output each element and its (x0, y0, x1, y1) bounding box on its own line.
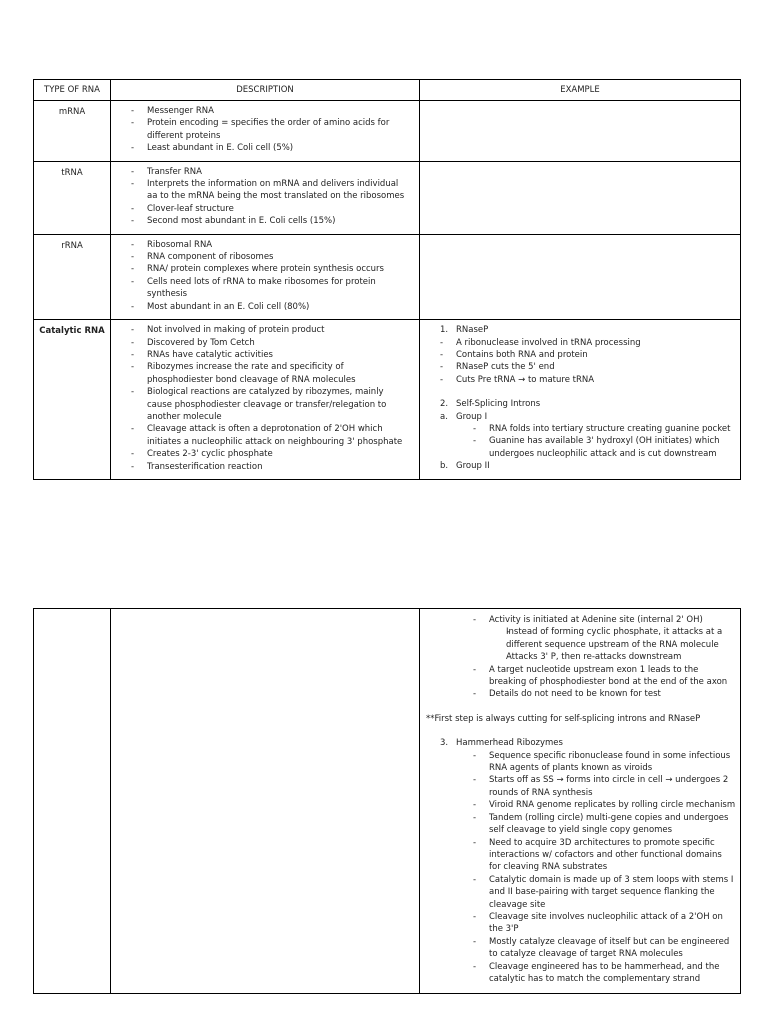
example-cell (420, 161, 741, 234)
list-item: - Need to acquire 3D architectures to promote specific interactions w/ cofactors and other functional domains for cleaving RNA substrates (420, 837, 736, 874)
header-example: EXAMPLE (420, 80, 741, 101)
table-row (34, 161, 741, 234)
list-item: - Contains both RNA and protein (420, 349, 736, 361)
example-title: RNaseP (456, 325, 489, 336)
rna-types-table-continued (33, 608, 741, 994)
description-cell (111, 101, 420, 162)
list-item: - Details do not need to be known for test (420, 688, 736, 700)
list-item: - Instead of forming cyclic phosphate, it attacks at a different sequence upstream of the RNA molecule (420, 626, 736, 651)
header-row (34, 80, 741, 101)
list-item: - Cleavage attack is often a deprotonation of 2'OH which initiates a nucleophilic attack on neighbouring 3' phosphate (111, 423, 411, 448)
table-row (34, 234, 741, 319)
description-cell (111, 234, 420, 319)
list-item: - Protein encoding = specifies the order of amino acids for different proteins (111, 117, 411, 142)
type-cell: Catalytic RNA (34, 320, 111, 480)
list-item: - Creates 2-3' cyclic phosphate (111, 448, 411, 460)
list-item: - Ribosomal RNA (111, 239, 411, 251)
list-item: - Transesterification reaction (111, 461, 411, 473)
group-title: Group I (456, 411, 488, 422)
numbered-item (420, 398, 736, 410)
list-item: - RNAs have catalytic activities (111, 349, 411, 361)
type-cell: mRNA (34, 101, 111, 162)
lettered-item (420, 411, 736, 423)
list-item: - Cuts Pre tRNA → to mature tRNA (420, 374, 736, 386)
type-cell: tRNA (34, 161, 111, 234)
list-item: - Cells need lots of rRNA to make ribosomes for protein synthesis (111, 276, 411, 301)
list-item: - Cleavage engineered has to be hammerhead, and the catalytic has to match the complementary strand (420, 961, 736, 986)
table-row (34, 101, 741, 162)
list-item: - A target nucleotide upstream exon 1 leads to the breaking of phosphodiester bond at the end of the axon (420, 664, 736, 689)
list-item: - RNA component of ribosomes (111, 251, 411, 263)
example-cell (420, 609, 741, 994)
type-cell (34, 609, 111, 994)
rna-types-table (33, 79, 741, 480)
example-cell (420, 101, 741, 162)
type-cell: rRNA (34, 234, 111, 319)
list-item: - Sequence specific ribonuclease found in some infectious RNA agents of plants known as viroids (420, 750, 736, 775)
description-cell (111, 161, 420, 234)
list-item: - Interprets the information on mRNA and delivers individual aa to the mRNA being the most translated on the ribosomes (111, 178, 411, 203)
list-number: 3. (440, 738, 449, 749)
group-title: Group II (456, 461, 490, 472)
description-cell (111, 609, 420, 994)
list-item: - RNA/ protein complexes where protein synthesis occurs (111, 263, 411, 275)
lettered-item (420, 460, 736, 472)
list-item: - Discovered by Tom Cetch (111, 337, 411, 349)
list-item: - RNA folds into tertiary structure creating guanine pocket (420, 423, 736, 435)
list-item: - A ribonuclease involved in tRNA processing (420, 337, 736, 349)
list-number: 2. (440, 399, 449, 410)
note-text: **First step is always cutting for self-splicing introns and RNaseP (426, 713, 701, 724)
header-type: TYPE OF RNA (34, 80, 111, 101)
list-item: - Tandem (rolling circle) multi-gene copies and undergoes self cleavage to yield single copy genomes (420, 812, 736, 837)
description-cell (111, 320, 420, 480)
table-row (34, 320, 741, 480)
list-item: - Clover-leaf structure (111, 203, 411, 215)
list-letter: b. (440, 461, 449, 472)
list-item: - Least abundant in E. Coli cell (5%) (111, 142, 411, 154)
example-title: Self-Splicing Introns (456, 399, 541, 410)
list-item: - Transfer RNA (111, 166, 411, 178)
list-number: 1. (440, 325, 449, 336)
list-item: - Attacks 3' P, then re-attacks downstream (420, 651, 736, 663)
list-item: - Viroid RNA genome replicates by rolling circle mechanism (420, 799, 736, 811)
list-item: - Ribozymes increase the rate and specificity of phosphodiester bond cleavage of RNA molecules (111, 361, 411, 386)
numbered-item (420, 737, 736, 749)
list-item: - Second most abundant in E. Coli cells (15%) (111, 215, 411, 227)
list-item: - Messenger RNA (111, 105, 411, 117)
list-item: - Cleavage site involves nucleophilic attack of a 2'OH on the 3'P (420, 911, 736, 936)
table-row (34, 609, 741, 994)
list-item: - Most abundant in an E. Coli cell (80%) (111, 301, 411, 313)
list-item: - Guanine has available 3' hydroxyl (OH initiates) which undergoes nucleophilic attack and is cut downstream (420, 435, 736, 460)
numbered-item (420, 324, 736, 336)
header-description: DESCRIPTION (111, 80, 420, 101)
list-item: - Mostly catalyze cleavage of itself but can be engineered to catalyze cleavage of target RNA molecules (420, 936, 736, 961)
list-item: - Starts off as SS → forms into circle in cell → undergoes 2 rounds of RNA synthesis (420, 774, 736, 799)
list-item: - RNaseP cuts the 5' end (420, 361, 736, 373)
list-item: - Activity is initiated at Adenine site (internal 2' OH) (420, 614, 736, 626)
example-cell (420, 234, 741, 319)
list-item: - Biological reactions are catalyzed by ribozymes, mainly cause phosphodiester cleavage or transfer/relegation to another molecule (111, 386, 411, 423)
list-letter: a. (440, 411, 448, 422)
example-cell (420, 320, 741, 480)
list-item: - Catalytic domain is made up of 3 stem loops with stems I and II base-pairing with target sequence flanking the cleavage site (420, 874, 736, 911)
list-item: - Not involved in making of protein product (111, 324, 411, 336)
example-title: Hammerhead Ribozymes (456, 738, 563, 749)
